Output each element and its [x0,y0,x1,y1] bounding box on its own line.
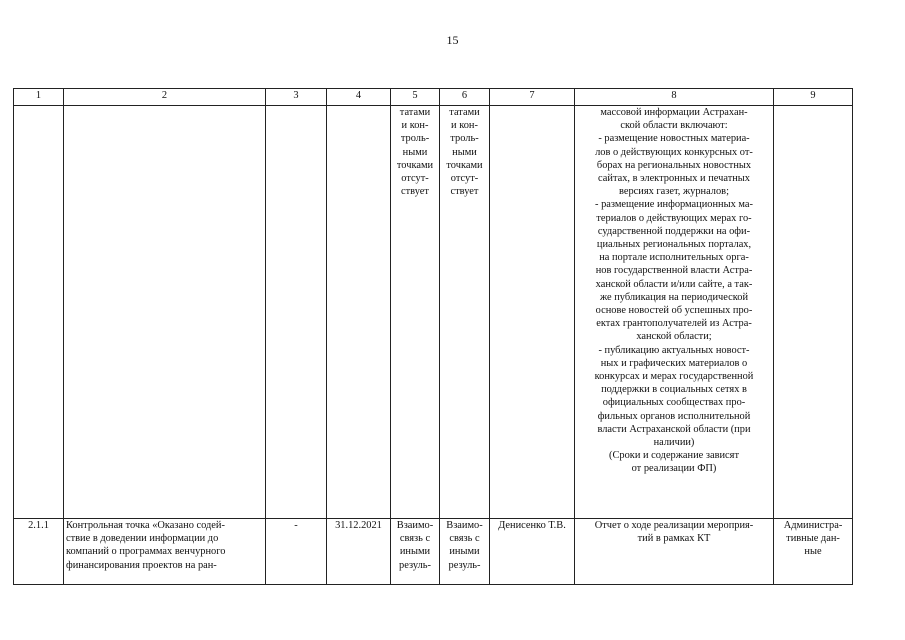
header-cell-5: 5 [391,89,440,106]
text-line: ных и графических материалов о [600,357,748,369]
text-line: связь с [399,533,431,545]
text-line: - размещение новостных материа- [598,133,750,145]
text-line: массовой информации Астрахан- [600,107,748,118]
text-line: финансирования проектов на ран- [66,559,217,571]
text-line: конкурсах и мерах государственной [594,371,754,383]
cell-r1-c3 [266,106,327,519]
text-line: компаний о программах венчурного [66,546,226,558]
cell-r1-c2 [64,106,266,519]
cell-responsible: Денисенко Т.В. [490,519,575,585]
text-line: же публикация на периодической [599,291,749,303]
report-table [13,88,853,585]
cell-control-point [64,519,266,585]
text-line: от реализации ФП) [631,463,717,475]
text-line: и кон- [451,120,478,132]
text-line: циальных региональных порталах, [596,239,752,251]
header-cell-2: 2 [64,89,266,106]
text-line: Контрольная точка «Оказано содей- [66,520,225,531]
header-cell-9: 9 [774,89,853,106]
text-line: - публикацию актуальных новост- [598,344,750,356]
header-row [14,89,853,106]
text-line: Взаимо- [396,520,434,531]
cell-r1-c9 [774,106,853,519]
cell-report [575,519,774,585]
page-number: 15 [446,33,459,47]
text-line: иными [449,546,480,558]
text-line: версиях газет, журналов; [619,186,729,198]
text-line: ханской области и/или сайте, а так- [595,278,753,290]
cell-r1-c1 [14,106,64,519]
text-line: териалов о действующих мерах го- [596,212,752,224]
cell-date: 31.12.2021 [327,519,391,585]
text-line: лов о действующих конкурсных от- [595,146,753,158]
cell-r1-c7 [490,106,575,519]
text-line: поддержки в социальных сетях в [601,384,747,396]
text-line: троль- [450,133,479,145]
text-line: Администра- [783,520,843,531]
text-line: резуль- [448,559,481,571]
text-line: ствует [450,186,479,198]
text-line: Взаимо- [446,520,483,531]
text-line: сударственной поддержки на офи- [597,225,751,237]
cell-r2-c6 [440,519,490,585]
text-line: татами [399,107,431,118]
table-row-continuation [14,106,853,519]
header-cell-4: 4 [327,89,391,106]
header-cell-7: 7 [490,89,575,106]
text-line: татами [449,107,480,118]
header-cell-3: 3 [266,89,327,106]
text-line: ные [804,546,822,558]
header-cell-8: 8 [575,89,774,106]
header-cell-1: 1 [14,89,64,106]
text-line: иными [399,546,431,558]
text-line: ектах грантополучателей из Астра- [596,318,752,330]
text-line: борах на региональных новостных [596,159,752,171]
table-row-2-1-1 [14,519,853,585]
text-line: точками [396,159,434,171]
text-line: тий в рамках КТ [637,533,711,545]
text-line: на портале исполнительных орга- [599,252,749,264]
text-line: ными [402,146,428,158]
text-line: тивные дан- [786,533,840,545]
cell-data-source [774,519,853,585]
text-line: основе новостей об успешных про- [595,305,753,317]
text-line: власти Астраханской области (при [597,423,751,435]
cell-r1-c6 [440,106,490,519]
text-line: официальных сообществах про- [602,397,746,409]
text-line: нов государственной власти Астра- [595,265,753,277]
text-line: связь с [449,533,480,545]
header-cell-6: 6 [440,89,490,106]
text-line: - размещение информационных ма- [595,199,753,211]
cell-number: 2.1.1 [14,519,64,585]
text-line: ствие в доведении информации до [66,533,219,545]
cell-r1-c8-description [575,106,774,519]
text-line: отсут- [401,173,429,185]
text-line: ствует [401,186,429,198]
cell-r1-c5 [391,106,440,519]
text-line: ными [452,146,477,158]
text-line: резуль- [399,559,431,571]
text-line: сайтах, в электронных и печатных [598,173,750,185]
text-line: точками [446,159,483,171]
cell-r1-c4 [327,106,391,519]
text-line: троль- [400,133,430,145]
text-line: ской области включают: [620,120,728,132]
text-line: отсут- [450,173,479,185]
text-line: (Сроки и содержание зависят [609,450,739,462]
text-line: фильных органов исполнительной [597,410,751,422]
text-line: и кон- [401,120,429,132]
cell-r2-c5 [391,519,440,585]
text-line: наличии) [653,437,695,449]
text-line: Отчет о ходе реализации мероприя- [594,520,754,531]
cell-dash: - [266,519,327,585]
text-line: ханской области; [636,331,712,343]
